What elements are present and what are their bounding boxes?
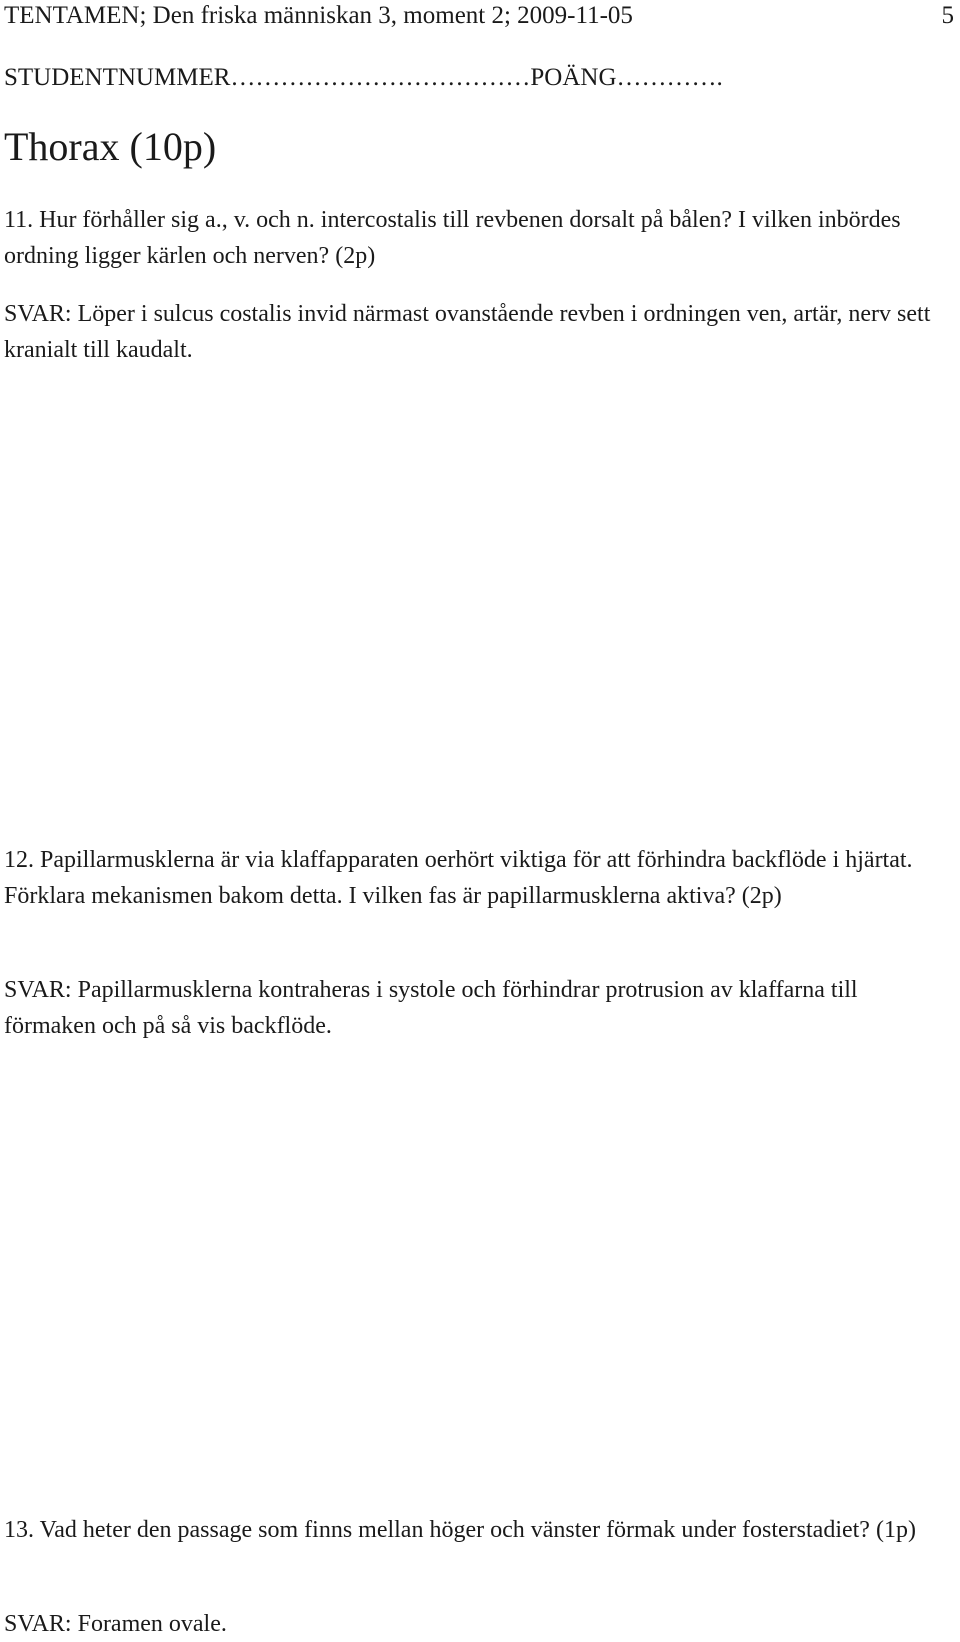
question-12: 12. Papillarmusklerna är via klaffapparaten oerhört viktiga för att förhindra backflöde i hjärtat. Förklara mekanismen bakom detta. I vilken fas är papillarmusklerna aktiva? (2p) bbox=[4, 847, 913, 909]
section-title: Thorax (10p) bbox=[4, 124, 217, 169]
question-11: 11. Hur förhåller sig a., v. och n. intercostalis till revbenen dorsalt på bålen? I vilken inbördes ordning ligger kärlen och nerven? (2p) bbox=[4, 207, 901, 269]
page-number: 5 bbox=[941, 2, 954, 29]
answer-12: SVAR: Papillarmusklerna kontraheras i systole och förhindrar protrusion av klaffarna till förmaken och på så vis backflöde. bbox=[4, 977, 858, 1039]
answer-11: SVAR: Löper i sulcus costalis invid närmast ovanstående revben i ordningen ven, artär, nerv sett kranialt till kaudalt. bbox=[4, 301, 931, 363]
student-number-points-line: STUDENTNUMMER………………………………POÄNG…………. bbox=[4, 64, 723, 91]
answer-13: SVAR: Foramen ovale. bbox=[4, 1611, 227, 1637]
question-13: 13. Vad heter den passage som finns mellan höger och vänster förmak under fosterstadiet? (1p) bbox=[4, 1517, 916, 1543]
exam-title: TENTAMEN; Den friska människan 3, moment 2; 2009-11-05 bbox=[4, 2, 633, 29]
page-header bbox=[4, 0, 954, 32]
